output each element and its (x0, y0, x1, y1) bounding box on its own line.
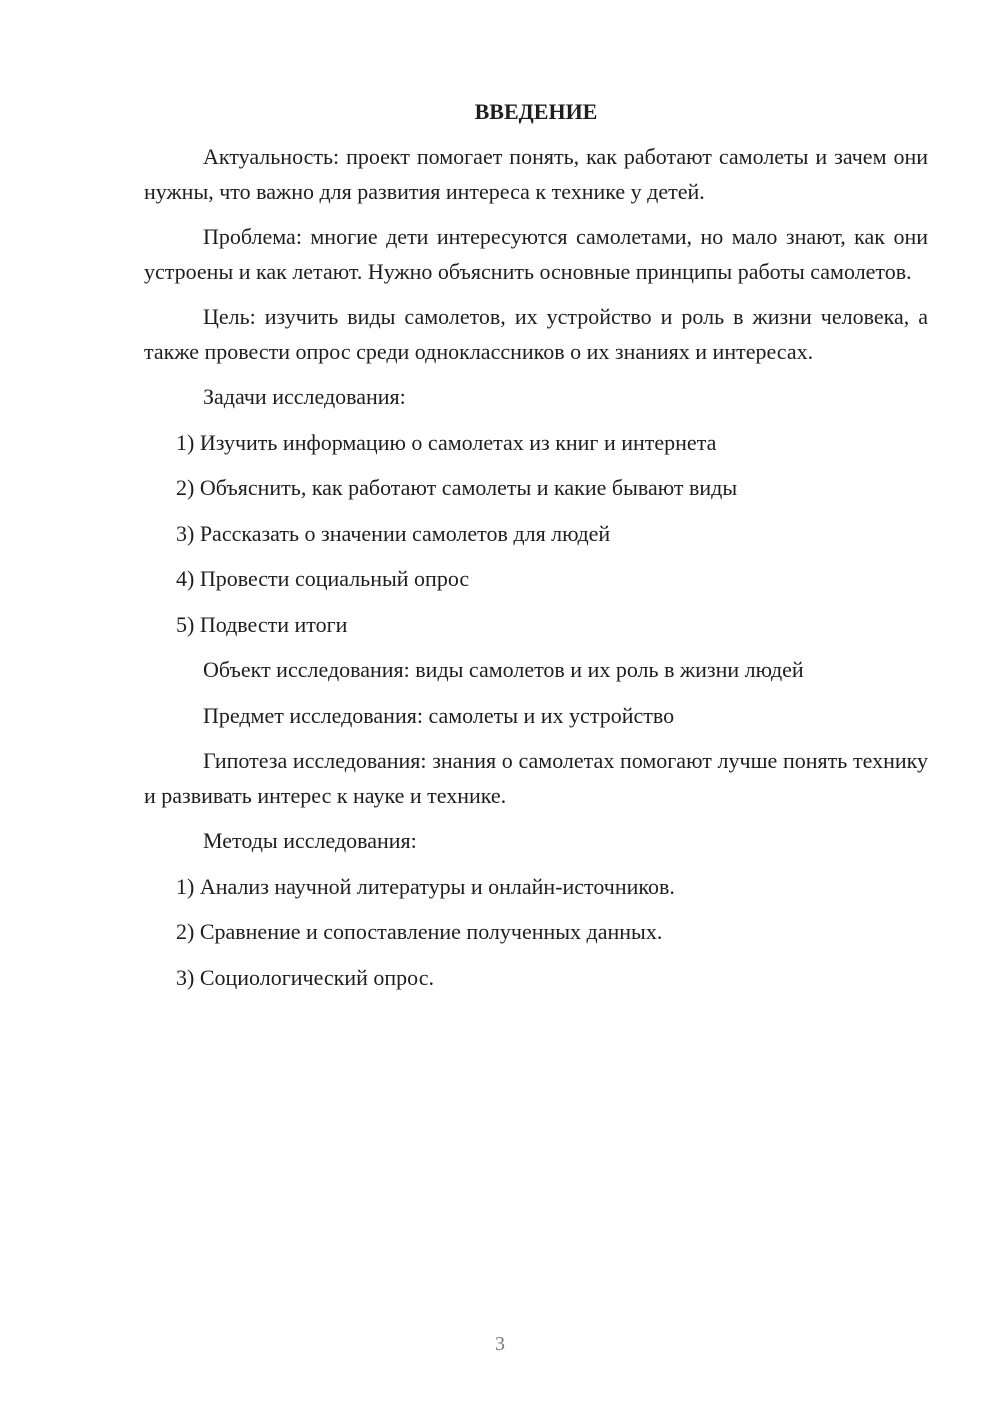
hypothesis-paragraph: Гипотеза исследования: знания о самолетах помогают лучше понять технику и развивать интерес к науке и технике. (144, 748, 928, 808)
methods-heading: Методы исследования: (203, 828, 417, 853)
list-item: 5) Подвести итоги (176, 611, 348, 637)
object-paragraph: Объект исследования: виды самолетов и их роль в жизни людей (203, 657, 804, 682)
tasks-list (144, 426, 928, 643)
list-item: 3) Рассказать о значении самолетов для людей (176, 520, 611, 546)
list-item: 3) Социологический опрос. (176, 964, 434, 990)
goal-paragraph: Цель: изучить виды самолетов, их устройство и роль в жизни человека, а также провести опрос среди одноклассников о их знаниях и интересах. (144, 304, 928, 364)
list-item: 1) Анализ научной литературы и онлайн-источников. (176, 873, 675, 899)
page-number: 3 (495, 1333, 505, 1355)
list-item: 1) Изучить информацию о самолетах из книг и интернета (176, 429, 717, 455)
methods-list (144, 870, 928, 996)
list-item: 2) Сравнение и сопоставление полученных данных. (176, 919, 663, 944)
subject-paragraph: Предмет исследования: самолеты и их устройство (203, 702, 675, 728)
relevance-paragraph: Актуальность: проект помогает понять, как работают самолеты и зачем они нужны, что важно для развития интереса к технике у детей. (144, 144, 928, 204)
tasks-heading: Задачи исследования: (203, 384, 406, 409)
problem-paragraph: Проблема: многие дети интересуются самолетами, но мало знают, как они устроены и как летают. Нужно объяснить основные принципы работы самолетов. (144, 224, 928, 284)
list-item: 4) Провести социальный опрос (176, 566, 470, 591)
page-title: ВВЕДЕНИЕ (474, 99, 598, 124)
list-item: 2) Объяснить, как работают самолеты и какие бывают виды (176, 475, 738, 500)
page-content (144, 95, 928, 1006)
